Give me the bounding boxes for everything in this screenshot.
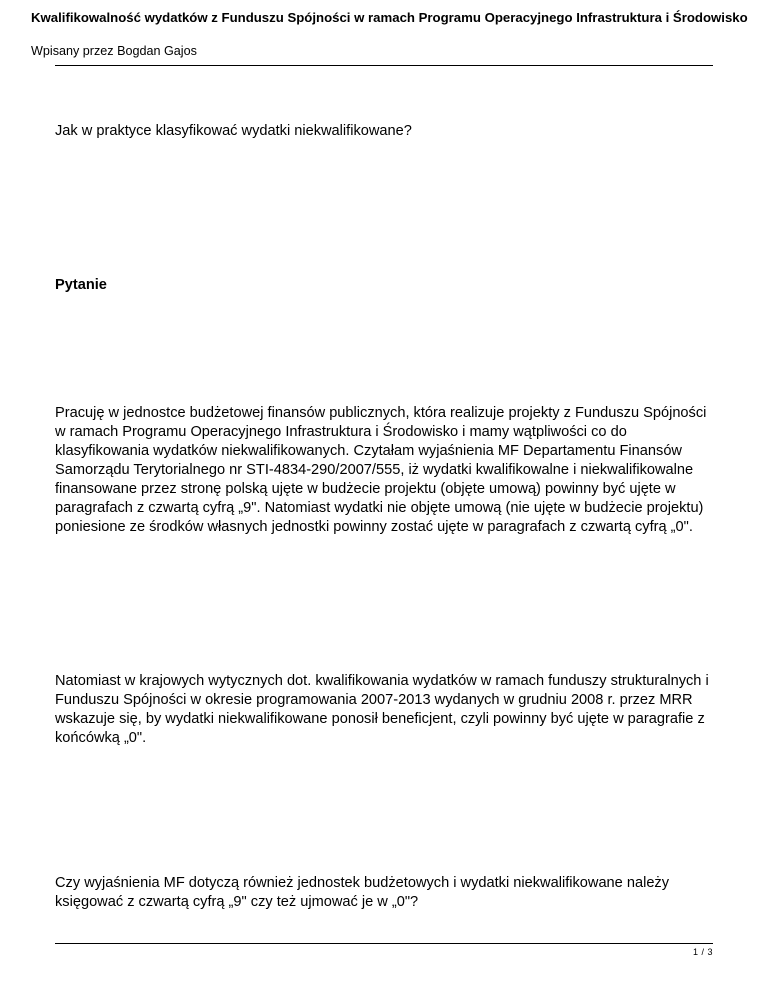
- question-paragraph-1: Pracuję w jednostce budżetowej finansów publicznych, która realizuje projekty z Funduszu Spójności w ramach Programu Operacyjnego Infrastruktura i Środowisko i mamy wątpliwości co do klasyfikowania wydatków niekwalifikowanych. Czytałam wyjaśnienia MF Departamentu Finansów Samorządu Terytorialnego nr STI-4834-290/2007/555, iż wydatki kwalifikowalne i niekwalifikowalne finansowane przez stronę polską ujęte w budżecie projektu (objęte umową) powinny być ujęte w paragrafach z czwartą cyfrą „9". Natomiast wydatki nie objęte umową (nie ujęte w budżecie projektu) poniesione ze środków własnych jednostki powinny zostać ujęte w paragrafach z czwartą cyfrą „0".: [55, 405, 707, 535]
- document-title: Kwalifikowalność wydatków z Funduszu Spójności w ramach Programu Operacyjnego Infrastruktura i Środowisko: [31, 10, 748, 25]
- article-lead: Jak w praktyce klasyfikować wydatki niekwalifikowane?: [55, 123, 412, 139]
- page-number: 1 / 3: [692, 947, 713, 957]
- question-paragraph-2: Natomiast w krajowych wytycznych dot. kwalifikowania wydatków w ramach funduszy strukturalnych i Funduszu Spójności w okresie programowania 2007-2013 wydanych w grudniu 2008 r. przez MRR wskazuje się, by wydatki niekwalifikowane ponosił beneficjent, czyli powinny być ujęte w paragrafie z końcówką „0".: [55, 673, 709, 746]
- footer-divider: [55, 943, 713, 944]
- question-paragraph-3: Czy wyjaśnienia MF dotyczą również jednostek budżetowych i wydatki niekwalifikowane należy księgować z czwartą cyfrą „9" czy też ujmować je w „0"?: [55, 875, 670, 910]
- page-header: [31, 5, 768, 60]
- header-divider: [55, 65, 713, 66]
- author-line: Wpisany przez Bogdan Gajos: [31, 44, 197, 58]
- question-heading: Pytanie: [55, 277, 107, 293]
